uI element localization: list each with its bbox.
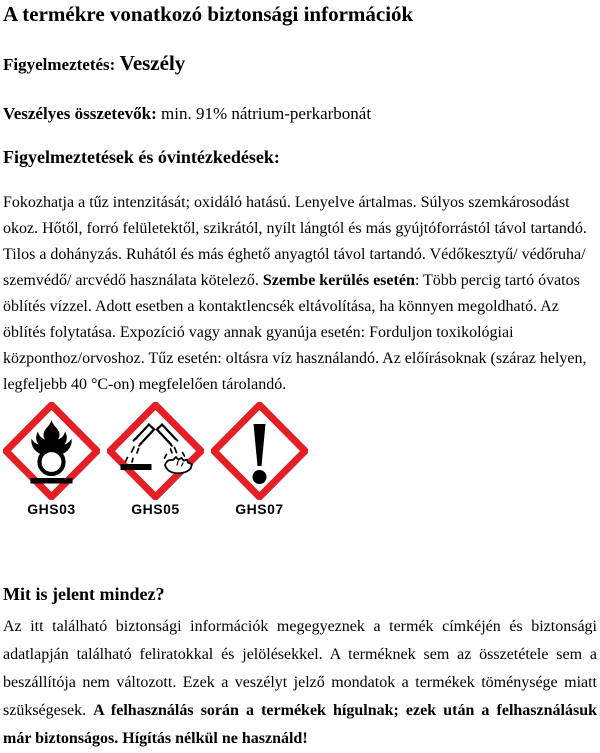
precautions-text-1: Fokozhatja a tűz intenzitását; oxidáló hatású. Lenyelve ártalmas. Súlyos szemkárosodást okoz. Hőtől, forró felületektől, szikrától, nyílt lángtól és más gyújtóforrástól távol tartandó. Tilos a dohányzás. Ruhától és más éghető anyagtól távol tartandó. Védőkesztyű/ védőruha/ szemvédő/ arcvédő használata kötelező. xyxy=(3,194,587,289)
explanation-paragraph xyxy=(3,613,597,753)
pictogram-ghs03 xyxy=(3,402,100,517)
precautions-text-2: : Több percig tartó óvatos öblítés vízzel. Adott esetben a kontaktlencsék eltávolítása, ha könnyen megoldható. Az öblítés folytatása. Expozíció vagy annak gyanúja esetén: Forduljon toxikológiai központhoz/orvoshoz. Tűz esetén: oltásra víz használandó. Az előírásoknak (száraz helyen, legfeljebb 40 °C-on) megfelelően tárolandó. xyxy=(3,272,587,393)
hazardous-ingredients-label: Veszélyes összetevők: xyxy=(3,104,157,123)
ghs03-flame-over-circle-icon xyxy=(3,402,100,500)
hazardous-ingredients-value: min. 91% nátrium-perkarbonát xyxy=(161,104,372,123)
ghs05-corrosion-icon xyxy=(107,402,204,500)
pictogram-ghs07 xyxy=(211,402,308,517)
precautions-bold-phrase: Szembe kerülés esetén xyxy=(262,272,415,289)
pictogram-ghs05 xyxy=(107,402,204,517)
explanation-heading: Mit is jelent mindez? xyxy=(3,584,165,604)
explanation-text-regular: Az itt található biztonsági információk megegyeznek a termék címkéjén és biztonsági adatlapján található feliratokkal és jelölésekkel. A terméknek sem az összetétele sem a beszállítója nem változott. Ezek a veszélyt jelző mondatok a termékek töménysége miatt szükségesek. xyxy=(3,618,597,719)
ghs-pictograms-row xyxy=(3,402,597,517)
precautions-paragraph xyxy=(3,190,597,398)
ghs07-exclamation-mark-icon xyxy=(211,402,308,500)
pictogram-label-ghs05: GHS05 xyxy=(131,501,180,517)
signal-word-value: Veszély xyxy=(119,51,186,75)
pictogram-label-ghs03: GHS03 xyxy=(27,501,76,517)
explanation-text-bold: A felhasználás során a termékek hígulnak; ezek után a felhasználásuk már biztonságos. Hígítás nélkül ne használd! xyxy=(3,702,597,747)
page-title: A termékre vonatkozó biztonsági információk xyxy=(3,2,414,26)
signal-word-label: Figyelmeztetés: xyxy=(3,55,116,74)
precautions-heading: Figyelmeztetések és óvintézkedések: xyxy=(3,147,280,167)
pictogram-label-ghs07: GHS07 xyxy=(235,501,284,517)
hazardous-ingredients-line xyxy=(3,103,597,125)
signal-word-line xyxy=(3,51,597,77)
